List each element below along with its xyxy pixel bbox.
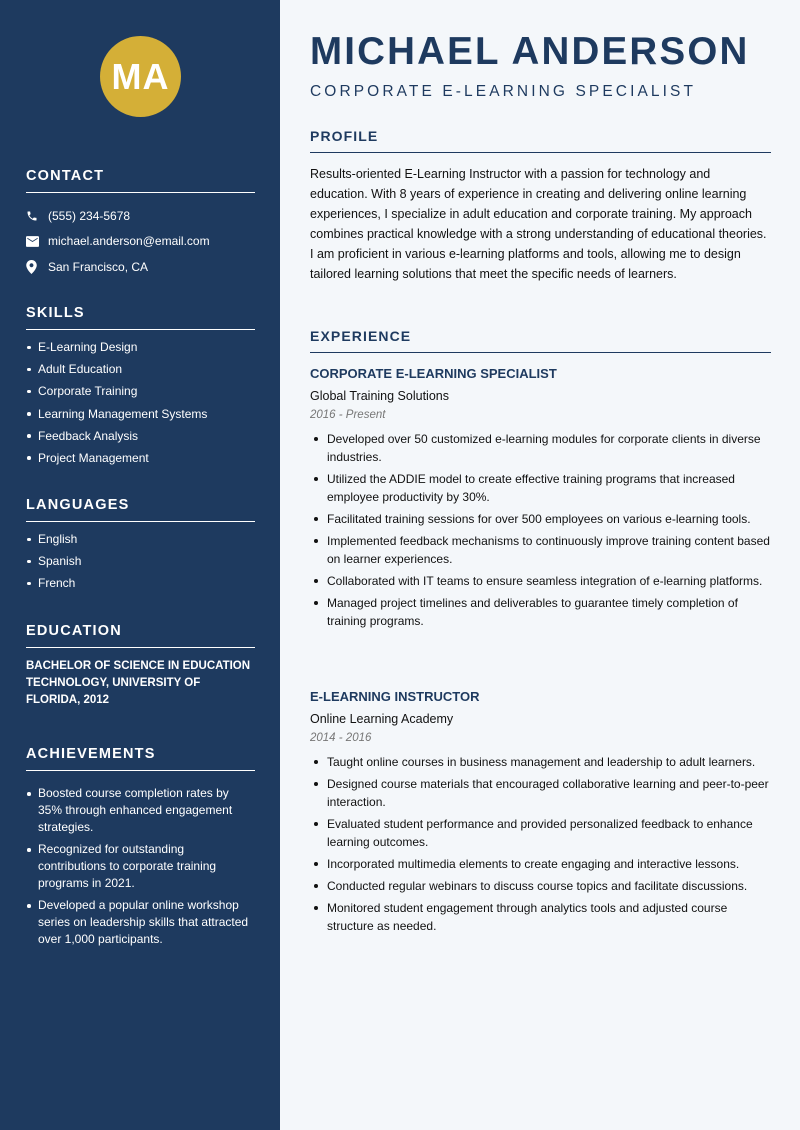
languages-heading: LANGUAGES xyxy=(26,497,255,522)
skill-item: Project Management xyxy=(26,450,255,466)
location-pin-icon xyxy=(26,260,48,274)
profile-text: Results-oriented E-Learning Instructor with a passion for technology and education. With 8 years of experience in creating and delivering online learning experiences, I specialize in adult education and corporate training. My approach combines practical knowledge with a strong understanding of educational theories. I am proficient in various e-learning platforms and tools, allowing me to design tailored learning solutions that meet the specific needs of learners. xyxy=(310,167,767,281)
achievements-section xyxy=(26,746,255,953)
contact-heading: CONTACT xyxy=(26,168,255,193)
job-bullet: Conducted regular webinars to discuss course topics and facilitate discussions. xyxy=(310,877,771,895)
job-entry xyxy=(310,366,771,634)
achievement-item: Developed a popular online workshop series on leadership skills that attracted over 1,000 participants. xyxy=(26,897,255,948)
sidebar xyxy=(0,0,280,1130)
job-bullet: Managed project timelines and deliverables to guarantee timely completion of training programs. xyxy=(310,594,771,630)
education-heading: EDUCATION xyxy=(26,623,255,648)
job-bullet: Collaborated with IT teams to ensure seamless integration of e-learning platforms. xyxy=(310,572,771,590)
job-bullet: Taught online courses in business management and leadership to adult learners. xyxy=(310,753,771,771)
job-bullet: Developed over 50 customized e-learning modules for corporate clients in diverse industries. xyxy=(310,430,771,466)
achievement-item: Recognized for outstanding contributions to corporate training programs in 2021. xyxy=(26,841,255,892)
contact-phone xyxy=(26,203,255,229)
language-item: Spanish xyxy=(26,553,255,569)
job-bullet: Utilized the ADDIE model to create effective training programs that increased employee productivity by 30%. xyxy=(310,470,771,506)
job-bullet: Incorporated multimedia elements to create engaging and interactive lessons. xyxy=(310,855,771,873)
job-title: CORPORATE E-LEARNING SPECIALIST xyxy=(310,366,557,381)
location-text: San Francisco, CA xyxy=(48,259,149,274)
skill-item: Corporate Training xyxy=(26,383,255,399)
skill-item: Learning Management Systems xyxy=(26,406,255,422)
avatar: MA xyxy=(100,36,181,117)
job-entry xyxy=(310,689,771,939)
phone-text: (555) 234-5678 xyxy=(48,208,131,223)
education-section xyxy=(26,623,255,709)
skill-item: Adult Education xyxy=(26,361,255,377)
languages-section xyxy=(26,497,255,598)
phone-icon xyxy=(26,210,48,222)
contact-location xyxy=(26,254,255,280)
education-degree: BACHELOR OF SCIENCE IN EDUCATION TECHNOLOGY, UNIVERSITY OF FLORIDA, 2012 xyxy=(26,660,251,706)
job-bullet: Facilitated training sessions for over 500 employees on various e-learning tools. xyxy=(310,510,771,528)
job-dates: 2014 - 2016 xyxy=(310,732,372,744)
email-icon xyxy=(26,236,48,247)
achievement-item: Boosted course completion rates by 35% through enhanced engagement strategies. xyxy=(26,785,255,836)
skills-heading: SKILLS xyxy=(26,305,255,330)
skill-item: Feedback Analysis xyxy=(26,428,255,444)
candidate-title: CORPORATE E-LEARNING SPECIALIST xyxy=(310,83,697,100)
job-bullet: Implemented feedback mechanisms to continuously improve training content based on learner experiences. xyxy=(310,532,771,568)
skills-section xyxy=(26,305,255,472)
job-title: E-LEARNING INSTRUCTOR xyxy=(310,689,480,704)
job-bullet: Monitored student engagement through analytics tools and adjusted course structure as needed. xyxy=(310,899,771,935)
job-dates: 2016 - Present xyxy=(310,409,386,421)
contact-email xyxy=(26,229,255,255)
job-bullet: Evaluated student performance and provided personalized feedback to enhance learning outcomes. xyxy=(310,815,771,851)
language-item: French xyxy=(26,575,255,591)
contact-section xyxy=(26,168,255,280)
candidate-name: MICHAEL ANDERSON xyxy=(310,30,750,73)
skill-item: E-Learning Design xyxy=(26,339,255,355)
experience-heading: EXPERIENCE xyxy=(310,328,771,353)
email-text: michael.anderson@email.com xyxy=(48,234,210,249)
job-bullet: Designed course materials that encouraged collaborative learning and peer-to-peer interaction. xyxy=(310,775,771,811)
language-item: English xyxy=(26,531,255,547)
job-company: Online Learning Academy xyxy=(310,712,454,726)
job-company: Global Training Solutions xyxy=(310,389,449,403)
profile-heading: PROFILE xyxy=(310,128,771,153)
achievements-heading: ACHIEVEMENTS xyxy=(26,746,255,771)
